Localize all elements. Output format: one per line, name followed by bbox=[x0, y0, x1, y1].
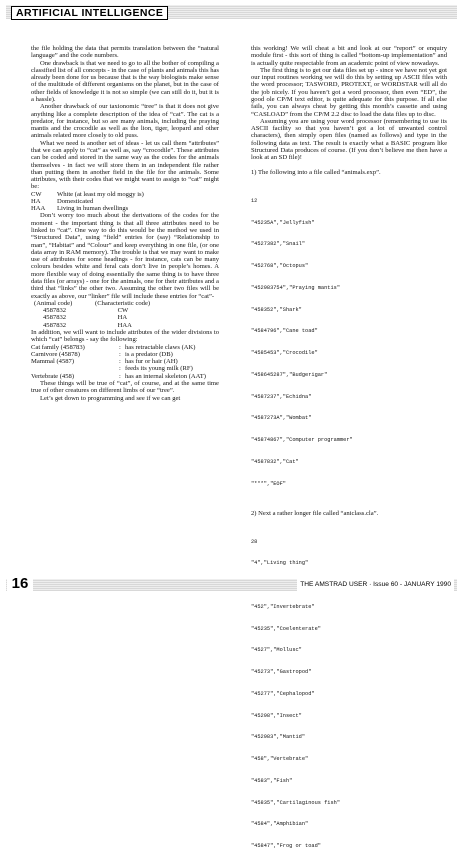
linker-table bbox=[31, 300, 219, 329]
separator: : bbox=[119, 343, 121, 351]
table-row bbox=[31, 198, 219, 205]
paragraph: The first thing is to get our data files set up - since we have not yet got our input routines working we will do this by setting up ASCII files with the word processor; TASWORD, PROTEXT, or WORDSTAR will all do the job nicely. If you haven’t got a word processor, then even “ED”, the good ole CP/M text editor, is quite adequate for this purpose. If all else fails, you can always cheat by getting this month’s cassette and using “CASLOAD” from the CP/M 2.2 disc to load the data files up to disc. bbox=[251, 66, 447, 118]
code-line: "45298","Insect" bbox=[251, 712, 302, 719]
separator: : bbox=[119, 372, 121, 380]
table-row bbox=[31, 351, 219, 358]
characteristic-code: HAA bbox=[117, 321, 132, 329]
separator: : bbox=[119, 365, 121, 373]
code-line: 28 bbox=[251, 538, 258, 545]
code-line: "4","Living thing" bbox=[251, 560, 309, 567]
code-line: "4584796","Cane toad" bbox=[251, 328, 318, 335]
division-name: Vertebrate (458) bbox=[31, 372, 75, 380]
right-column bbox=[251, 45, 447, 865]
code-line: "45235","Coelenterate" bbox=[251, 625, 321, 632]
paragraph: These things will be true of “cat”, of course, and at the same time true of other creatures on different limbs of our “tree”. bbox=[31, 379, 219, 395]
spacer bbox=[251, 517, 447, 524]
table-row bbox=[31, 365, 219, 372]
characteristic-code: CW bbox=[117, 307, 129, 315]
code-line: "4587237","Echidna" bbox=[251, 393, 312, 400]
code-line: "45847","Frog or toad" bbox=[251, 843, 321, 850]
table-header-row bbox=[31, 300, 219, 307]
table-row bbox=[31, 307, 219, 314]
code-line: "458","Vertebrate" bbox=[251, 756, 309, 763]
table-row bbox=[31, 322, 219, 329]
paragraph: Don’t worry too much about the derivations of the codes for the moment - the important thing is that all three attributes need to be linked to “cat”. One way to do this would be the method we used in “Structured Data”, using “field” entries for (say) “Relationship to man”, “Habitat” and “Colour” and keep everything in one file, (or one data array in RAM memory). The trouble is that we may want to make use of attributes for some headings - for instance, cats can be many colours besides white and feral cats don’t live in people’s homes. A more flexible way of doing essentially the same thing is to have three data files (or arrays) - one for the animals, one for their attributes and a third that “links” the other two. Assuming the other two files will be exactly as above, our “linker” file will include these entries for “cat”- bbox=[31, 212, 219, 300]
attribute-code: CW bbox=[31, 190, 42, 198]
division-attribute: has an internal skeleton (AAT) bbox=[125, 372, 206, 380]
paragraph: One drawback is that we need to go to all the bother of compiling a classified list of all concepts - in the case of plants and animals this has already been done for us because that is the way biologists make sense of the multitude of different organisms on the planet, but in the case of other fields of knowledge it is not so simple (we can still do it, but it is a hassle). bbox=[31, 59, 219, 103]
code-line: "45277","Cephalopod" bbox=[251, 690, 315, 697]
separator: : bbox=[119, 358, 121, 366]
page-number: 16 bbox=[7, 575, 33, 592]
paragraph: this working! We will cheat a bit and look at our “report” or enquiry module first - this sort of thing is called “bottom-up implementation” and is actually quite respectable from an academic point of view nowadays. bbox=[251, 45, 447, 67]
code-line: "4587273A","Wombat" bbox=[251, 415, 312, 422]
spacer bbox=[251, 502, 447, 509]
step-instruction: 2) Next a rather longer file called “aniclass.cla”. bbox=[251, 509, 379, 517]
animal-code: 4587832 bbox=[43, 321, 67, 329]
code-listing-aniclass bbox=[251, 524, 447, 865]
paragraph: In addition, we will want to include attributes of the wider divisions to which “cat” belongs - say the following: bbox=[31, 328, 219, 344]
division-name: Carnivore (45878) bbox=[31, 350, 80, 358]
table-row bbox=[31, 358, 219, 365]
wider-divisions-table bbox=[31, 344, 219, 380]
code-line: "4583","Fish" bbox=[251, 777, 293, 784]
division-name: Cat family (458783) bbox=[31, 343, 85, 351]
division-name bbox=[31, 365, 119, 372]
separator: : bbox=[119, 350, 121, 358]
code-line: "4584","Amphibian" bbox=[251, 821, 309, 828]
division-attribute: has fur or hair (AH) bbox=[125, 358, 178, 366]
attribute-meaning: Living in human dwellings bbox=[57, 205, 129, 213]
code-line: "4585453","Crocodile" bbox=[251, 350, 318, 357]
attribute-meaning: White (at least my old moggy is) bbox=[57, 190, 144, 198]
paragraph: Let’s get down to programming and see if we can get bbox=[40, 394, 181, 402]
spacer bbox=[251, 176, 447, 183]
table-row bbox=[31, 191, 219, 198]
table-row bbox=[31, 314, 219, 321]
characteristic-code-header: (Characteristic code) bbox=[95, 299, 151, 307]
characteristic-code: HA bbox=[117, 314, 128, 322]
paragraph: What we need is another set of ideas - let us call them “attributes” that we can apply to “cat” as well as, say “crocodile”. These attributes can be coded and stored in the same way as the codes for the animals themselves - in fact we will store them in an independent file rather than putting them in another field in the file for the animals. Some attributes, with their codes that we might want to assign to “cat” might be: bbox=[31, 139, 219, 191]
code-line: "452","Invertebrate" bbox=[251, 603, 315, 610]
section-title: ARTIFICIAL INTELLIGENCE bbox=[11, 6, 168, 20]
code-line: "452983754","Praying mantis" bbox=[251, 284, 341, 291]
division-attribute: has retractable claws (AK) bbox=[125, 343, 196, 351]
division-attribute: feeds its young milk (RF) bbox=[125, 365, 193, 373]
footer-text: THE AMSTRAD USER · Issue 60 - JANUARY 1990 bbox=[297, 579, 454, 591]
code-line: "45874867","Computer programmer" bbox=[251, 437, 353, 444]
attribute-meaning: Domesticated bbox=[57, 197, 94, 205]
paragraph: Another drawback of our taxionomic “tree” is that it does not give anything like a complete description of the idea of “cat”. The cat is a predator, for instance, but so are many animals, including the praying mantis and the crocodile as well as the lion, tiger, leopard and other animals related more closely to old puss. bbox=[31, 103, 219, 140]
code-line: "45235A","Jellyfish" bbox=[251, 219, 315, 226]
table-row bbox=[31, 344, 219, 351]
table-row bbox=[31, 373, 219, 380]
code-line: "458645287","Budgerigar" bbox=[251, 371, 328, 378]
code-line: "4527","Mollusc" bbox=[251, 647, 302, 654]
attribute-codes-table bbox=[31, 191, 219, 213]
code-line: "45835","Cartilaginous fish" bbox=[251, 799, 341, 806]
animal-code-header: (Animal code) bbox=[34, 299, 73, 307]
code-line: "4527382","Snail" bbox=[251, 241, 306, 248]
attribute-code: HAA bbox=[31, 205, 46, 213]
paragraph: the file holding the data that permits translation between the “natural language” and the code numbers. bbox=[31, 45, 219, 60]
animal-code: 4587832 bbox=[43, 307, 67, 315]
code-line: "4587832","Cat" bbox=[251, 458, 299, 465]
code-line: "***","EOF" bbox=[251, 480, 286, 487]
step-instruction: 1) The following into a file called “animals.exp”. bbox=[251, 168, 381, 176]
code-line: 12 bbox=[251, 197, 258, 204]
animal-code: 4587832 bbox=[43, 314, 67, 322]
division-name: Mammal (4587) bbox=[31, 358, 75, 366]
table-row bbox=[31, 205, 219, 212]
division-attribute: is a predator (DB) bbox=[125, 350, 173, 358]
code-line: "452983","Mantid" bbox=[251, 734, 306, 741]
attribute-code: HA bbox=[31, 197, 41, 205]
code-listing-animals bbox=[251, 183, 447, 502]
spacer bbox=[251, 162, 447, 169]
left-column bbox=[31, 45, 219, 402]
paragraph: Assuming you are using your word processor (remembering to use its ASCII facility so that you haven’t got a lot of unwanted control characters), then simply open files (named as follows) and type in the following data as text. The result is exactly what a BASIC program like Structured Data produces of course. (If you don’t believe me then have a look at an SD file)! bbox=[251, 117, 447, 162]
code-line: "452768","Octopus" bbox=[251, 263, 309, 270]
code-line: "45273","Gastropod" bbox=[251, 669, 312, 676]
code-line: "458352","Shark" bbox=[251, 306, 302, 313]
